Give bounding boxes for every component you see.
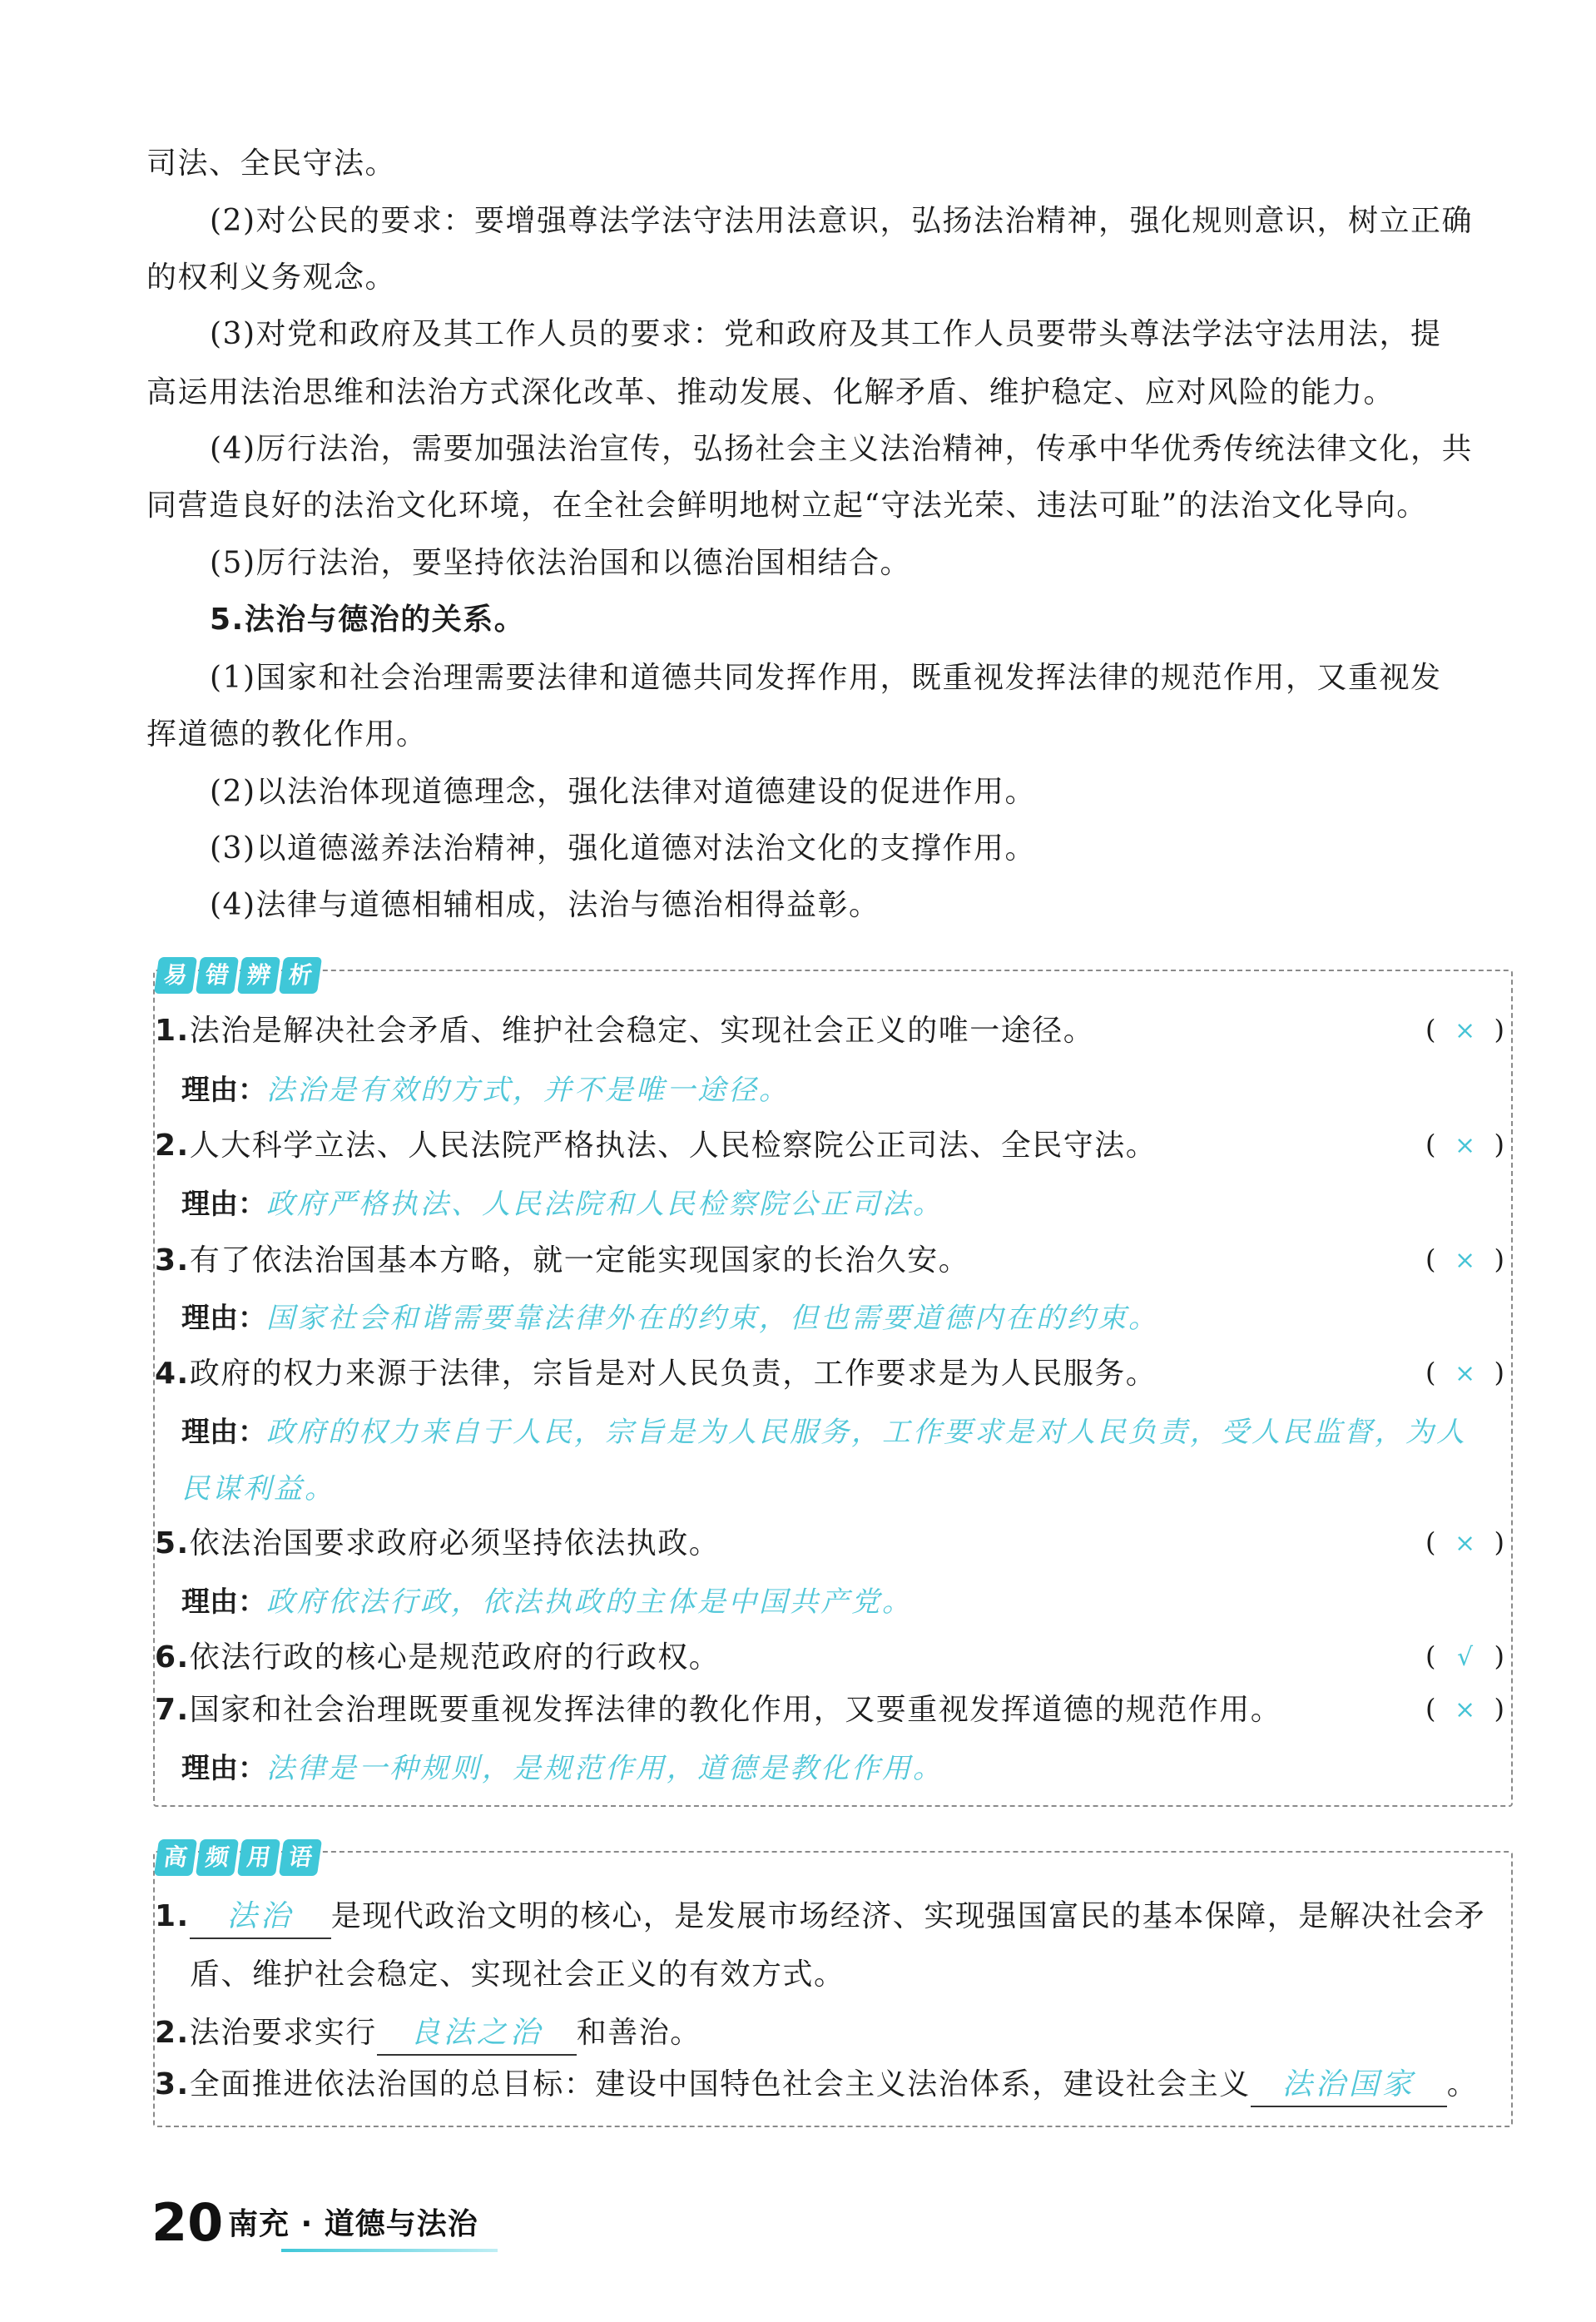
body-line: 司法、全民守法。 bbox=[146, 146, 397, 181]
reason-line: 理由：法律是一种规则，是规范作用，道德是教化作用。 bbox=[181, 1752, 944, 1785]
answer-bracket: ( × ) bbox=[1425, 1014, 1504, 1045]
body-line: (3)以道德滋养法治精神，强化道德对法治文化的支撑作用。 bbox=[210, 831, 1036, 866]
reason-line: 理由：政府的权力来自于人民，宗旨是为人民服务，工作要求是对人民负责，受人民监督，为人 bbox=[181, 1416, 1467, 1449]
error-item: 6.依法行政的核心是规范政府的行政权。 bbox=[155, 1640, 721, 1675]
reason-line: 理由：国家社会和谐需要靠法律外在的约束，但也需要道德内在的约束。 bbox=[181, 1302, 1159, 1335]
section-heading: 5.法治与德治的关系。 bbox=[210, 603, 526, 637]
reason-line: 理由：法治是有效的方式，并不是唯一途径。 bbox=[181, 1074, 790, 1107]
body-line: (4)法律与道德相辅相成，法治与德治相得益彰。 bbox=[210, 888, 880, 922]
body-line: (2)对公民的要求：要增强尊法学法守法用法意识，弘扬法治精神，强化规则意识，树立正确 bbox=[210, 204, 1473, 238]
body-line: (1)国家和社会治理需要法律和道德共同发挥作用，既重视发挥法律的规范作用，又重视发 bbox=[210, 661, 1442, 695]
error-item: 5.依法治国要求政府必须坚持依法执政。 bbox=[155, 1526, 721, 1560]
error-item: 2.人大科学立法、人民法院严格执法、人民检察院公正司法、全民守法。 bbox=[155, 1129, 1157, 1163]
errors-tag: 易 错 辨 析 bbox=[156, 957, 320, 994]
reason-line: 理由：政府严格执法、人民法院和人民检察院公正司法。 bbox=[181, 1188, 944, 1221]
body-line: 同营造良好的法治文化环境，在全社会鲜明地树立起“守法光荣、违法可耻”的法治文化导向。 bbox=[146, 489, 1428, 523]
phrase-item: 1. 法治 是现代政治文明的核心，是发展市场经济、实现强国富民的基本保障，是解决社会矛 bbox=[155, 1896, 1485, 1939]
answer-bracket: ( × ) bbox=[1425, 1693, 1504, 1724]
reason-line-continued: 民谋利益。 bbox=[181, 1472, 335, 1506]
answer-bracket: ( × ) bbox=[1425, 1357, 1504, 1388]
error-item: 3.有了依法治国基本方略，就一定能实现国家的长治久安。 bbox=[155, 1243, 970, 1278]
body-line: (4)厉行法治，需要加强法治宣传，弘扬社会主义法治精神，传承中华优秀传统法律文化，共 bbox=[210, 432, 1473, 466]
body-line: 高运用法治思维和法治方式深化改革、推动发展、化解矛盾、维护稳定、应对风险的能力。 bbox=[146, 375, 1395, 409]
body-line: 的权利义务观念。 bbox=[146, 260, 397, 295]
answer-bracket: ( × ) bbox=[1425, 1129, 1504, 1160]
answer-bracket: ( √ ) bbox=[1425, 1640, 1504, 1672]
body-line: 挥道德的教化作用。 bbox=[146, 717, 428, 752]
body-line: (5)厉行法治，要坚持依法治国和以德治国相结合。 bbox=[210, 546, 911, 580]
error-item: 1.法治是解决社会矛盾、维护社会稳定、实现社会正义的唯一途径。 bbox=[155, 1014, 1095, 1048]
error-item: 4.政府的权力来源于法律，宗旨是对人民负责，工作要求是为人民服务。 bbox=[155, 1357, 1157, 1391]
phrases-tag: 高 频 用 语 bbox=[156, 1839, 320, 1876]
page-number: 20 bbox=[151, 2192, 224, 2253]
book-title: 南充 · 道德与法治 bbox=[228, 2207, 478, 2241]
answer-bracket: ( × ) bbox=[1425, 1526, 1504, 1558]
answer-bracket: ( × ) bbox=[1425, 1243, 1504, 1275]
answer-blank: 法治 bbox=[190, 1896, 331, 1939]
phrase-item: 2.法治要求实行 良法之治 和善治。 bbox=[155, 2012, 701, 2056]
answer-blank: 法治国家 bbox=[1251, 2064, 1447, 2107]
phrase-item-continued: 盾、维护社会稳定、实现社会正义的有效方式。 bbox=[190, 1957, 845, 1992]
body-line: (3)对党和政府及其工作人员的要求：党和政府及其工作人员要带头尊法学法守法用法，提 bbox=[210, 317, 1442, 351]
reason-line: 理由：政府依法行政，依法执政的主体是中国共产党。 bbox=[181, 1585, 913, 1619]
phrase-item: 3.全面推进依法治国的总目标：建设中国特色社会主义法治体系，建设社会主义 法治国家 。 bbox=[155, 2064, 1478, 2107]
error-item: 7.国家和社会治理既要重视发挥法律的教化作用，又要重视发挥道德的规范作用。 bbox=[155, 1693, 1282, 1727]
body-line: (2)以法治体现道德理念，强化法律对道德建设的促进作用。 bbox=[210, 775, 1036, 809]
footer-accent-line bbox=[281, 2249, 498, 2252]
answer-blank: 良法之治 bbox=[377, 2012, 577, 2056]
